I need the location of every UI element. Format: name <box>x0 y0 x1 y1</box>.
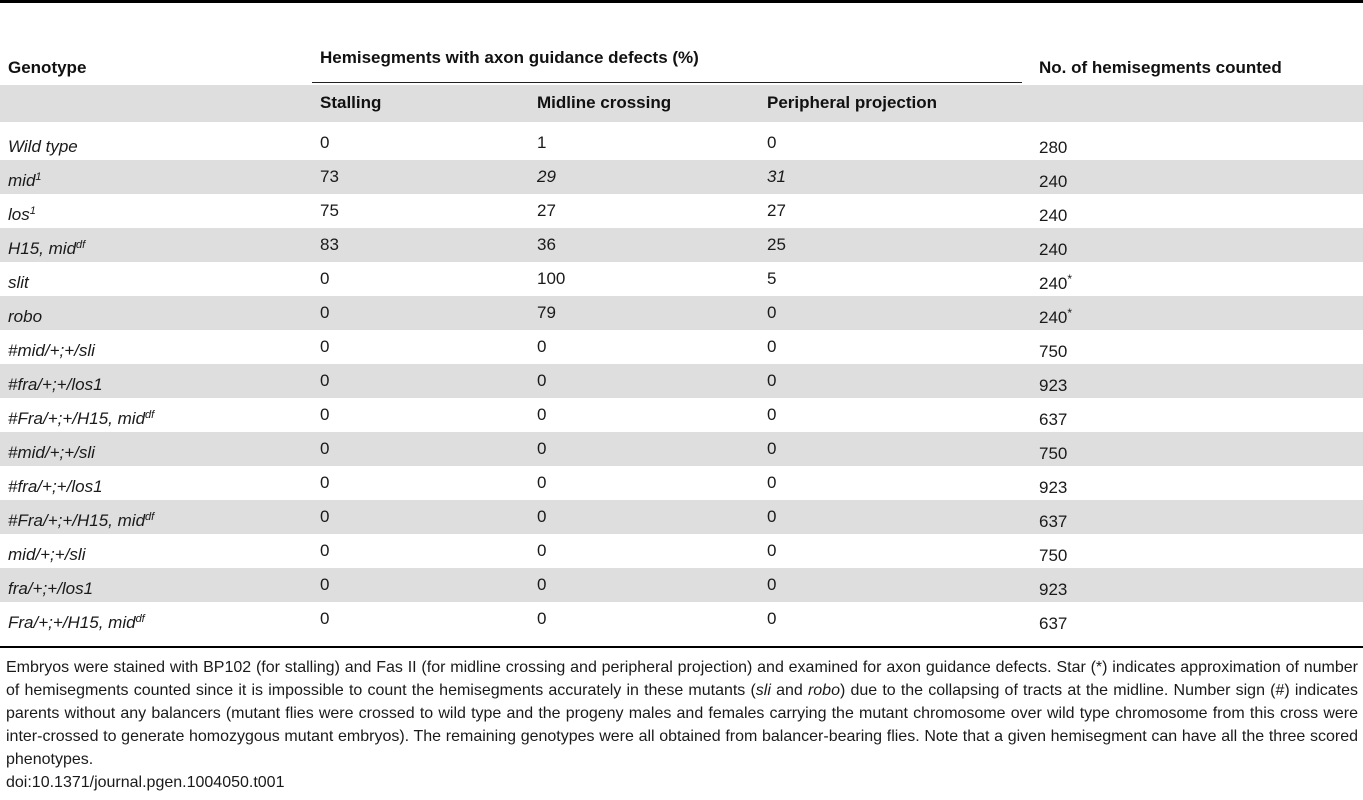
table-row <box>0 568 1363 602</box>
genotype-cell <box>8 262 29 300</box>
stalling-cell: 0 <box>320 507 330 526</box>
defects-group-header: Hemisegments with axon guidance defects (%) <box>320 48 699 67</box>
stalling-cell: 83 <box>320 235 339 254</box>
count-value: 240 <box>1039 172 1068 191</box>
stalling-cell: 0 <box>320 371 330 390</box>
genotype-name: fra/+;+/los1 <box>8 579 94 598</box>
table-row <box>0 534 1363 568</box>
count-value: 923 <box>1039 580 1068 599</box>
peripheral-cell: 0 <box>767 541 777 560</box>
midline-cell: 1 <box>537 133 547 152</box>
genotype-name: Fra/+;+/H15, mid <box>17 511 146 530</box>
genotype-cell <box>8 194 36 232</box>
group-header-rule <box>312 82 1022 83</box>
genotype-name: mid/+;+/sli <box>17 341 95 360</box>
stalling-cell: 0 <box>320 303 330 322</box>
approximation-star-mark: * <box>1067 306 1073 320</box>
stalling-cell: 0 <box>320 575 330 594</box>
genotype-name: fra/+;+/los1 <box>17 477 103 496</box>
midline-cell: 0 <box>537 337 547 356</box>
count-value: 240 <box>1039 274 1068 293</box>
genotype-cell <box>8 228 85 266</box>
genotype-superscript: 1 <box>29 205 36 217</box>
stalling-cell: 0 <box>320 133 330 152</box>
count-value: 240 <box>1039 206 1068 225</box>
peripheral-cell: 0 <box>767 303 777 322</box>
midline-cell: 27 <box>537 201 556 220</box>
count-value: 240 <box>1039 308 1068 327</box>
stalling-cell: 75 <box>320 201 339 220</box>
peripheral-cell: 31 <box>767 167 786 186</box>
table-row <box>0 466 1363 500</box>
number-sign-mark: # <box>8 375 18 394</box>
peripheral-cell: 0 <box>767 473 777 492</box>
table-row <box>0 228 1363 262</box>
midline-cell: 100 <box>537 269 566 288</box>
peripheral-cell: 0 <box>767 371 777 390</box>
stalling-cell: 0 <box>320 337 330 356</box>
genotype-cell <box>8 602 145 640</box>
number-sign-mark: # <box>8 477 18 496</box>
table-body <box>0 126 1363 636</box>
genotype-superscript: df <box>76 239 86 251</box>
midline-cell: 0 <box>537 439 547 458</box>
midline-cell: 0 <box>537 371 547 390</box>
table-top-rule <box>0 0 1363 3</box>
peripheral-cell: 0 <box>767 405 777 424</box>
footnote-robo: robo <box>807 682 840 699</box>
genotype-cell <box>8 296 42 334</box>
genotype-cell <box>8 364 103 402</box>
stalling-cell: 0 <box>320 269 330 288</box>
genotype-cell <box>8 568 93 606</box>
peripheral-header: Peripheral projection <box>767 93 938 112</box>
table-row <box>0 296 1363 330</box>
genotype-header: Genotype <box>8 58 87 77</box>
number-sign-mark: # <box>8 443 18 462</box>
genotype-name: Wild type <box>8 137 78 156</box>
midline-cell: 0 <box>537 473 547 492</box>
midline-cell: 29 <box>537 167 556 186</box>
table-row <box>0 398 1363 432</box>
footnote-text-2: ) due to the collapsing of tracts at the midline. Number sign (#) indicates parents without any balancers (mutant flies were crossed to wild type and the progeny males and females carrying the mutant chromosome over wild type chromosome from this cross were inter-crossed to generate homozygous mutant embryos). The remaining genotypes were all obtained from balancer-bearing flies. Note that a given hemisegment can have all the three scored phenotypes. <box>6 682 1358 768</box>
genotype-name: Fra/+;+/H15, mid <box>17 409 146 428</box>
genotype-name: robo <box>8 307 43 326</box>
peripheral-cell: 0 <box>767 575 777 594</box>
count-value: 637 <box>1039 614 1068 633</box>
genotype-cell <box>8 534 85 572</box>
midline-cell: 0 <box>537 541 547 560</box>
subheader-band <box>0 85 1363 122</box>
genotype-name: los <box>8 205 30 224</box>
footnote-and: and <box>770 682 808 699</box>
count-header: No. of hemisegments counted <box>1039 58 1282 77</box>
count-value: 637 <box>1039 512 1068 531</box>
genotype-cell <box>8 126 78 164</box>
stalling-cell: 0 <box>320 473 330 492</box>
number-sign-mark: # <box>8 511 18 530</box>
midline-cell: 36 <box>537 235 556 254</box>
midline-cell: 0 <box>537 609 547 628</box>
approximation-star-mark: * <box>1067 272 1073 286</box>
table-footnote <box>6 656 1358 771</box>
genotype-name: mid <box>8 171 36 190</box>
table-row <box>0 432 1363 466</box>
genotype-cell <box>8 432 95 470</box>
table-bottom-rule <box>0 646 1363 648</box>
midline-cell: 0 <box>537 507 547 526</box>
table-row <box>0 126 1363 160</box>
stalling-header: Stalling <box>320 93 382 112</box>
doi-link[interactable]: doi:10.1371/journal.pgen.1004050.t001 <box>6 774 285 791</box>
table-row <box>0 160 1363 194</box>
table-row <box>0 364 1363 398</box>
genotype-name: Fra/+;+/H15, mid <box>8 613 136 632</box>
count-value: 280 <box>1039 138 1068 157</box>
midline-cell: 0 <box>537 575 547 594</box>
peripheral-cell: 27 <box>767 201 786 220</box>
table-row <box>0 602 1363 636</box>
genotype-name: fra/+;+/los1 <box>17 375 103 394</box>
stalling-cell: 0 <box>320 541 330 560</box>
count-value: 750 <box>1039 546 1068 565</box>
midline-header: Midline crossing <box>537 93 672 112</box>
peripheral-cell: 0 <box>767 609 777 628</box>
genotype-name: mid/+;+/sli <box>17 443 95 462</box>
footnote-text-1: Embryos were stained with BP102 (for stalling) and Fas II (for midline crossing and peripheral projection) and examined for axon guidance defects. Star (*) indicates approximation of number of hemisegments counted since it is impossible to count the hemisegments accurately in these mutants ( <box>6 659 1358 699</box>
genotype-superscript: 1 <box>35 171 42 183</box>
number-sign-mark: # <box>8 409 18 428</box>
footnote-sli: sli <box>755 682 771 699</box>
number-sign-mark: # <box>8 341 18 360</box>
stalling-cell: 0 <box>320 609 330 628</box>
peripheral-cell: 25 <box>767 235 786 254</box>
count-value: 923 <box>1039 478 1068 497</box>
genotype-cell <box>8 500 154 538</box>
genotype-name: H15, mid <box>8 239 77 258</box>
genotype-cell <box>8 466 103 504</box>
genotype-superscript: df <box>145 511 155 523</box>
genotype-superscript: df <box>135 613 145 625</box>
peripheral-cell: 5 <box>767 269 777 288</box>
count-value: 923 <box>1039 376 1068 395</box>
table-row <box>0 194 1363 228</box>
genotype-cell <box>8 160 42 198</box>
genotype-name: mid/+;+/sli <box>8 545 86 564</box>
peripheral-cell: 0 <box>767 439 777 458</box>
midline-cell: 0 <box>537 405 547 424</box>
peripheral-cell: 0 <box>767 337 777 356</box>
table-row <box>0 500 1363 534</box>
count-value: 637 <box>1039 410 1068 429</box>
midline-cell: 79 <box>537 303 556 322</box>
stalling-cell: 73 <box>320 167 339 186</box>
count-value: 750 <box>1039 342 1068 361</box>
stalling-cell: 0 <box>320 405 330 424</box>
genotype-name: slit <box>8 273 29 292</box>
genotype-superscript: df <box>145 409 155 421</box>
genotype-cell <box>8 330 95 368</box>
table-row <box>0 330 1363 364</box>
peripheral-cell: 0 <box>767 507 777 526</box>
peripheral-cell: 0 <box>767 133 777 152</box>
count-value: 240 <box>1039 240 1068 259</box>
stalling-cell: 0 <box>320 439 330 458</box>
count-cell <box>1039 602 1067 641</box>
genotype-cell <box>8 398 154 436</box>
count-value: 750 <box>1039 444 1068 463</box>
table-row <box>0 262 1363 296</box>
